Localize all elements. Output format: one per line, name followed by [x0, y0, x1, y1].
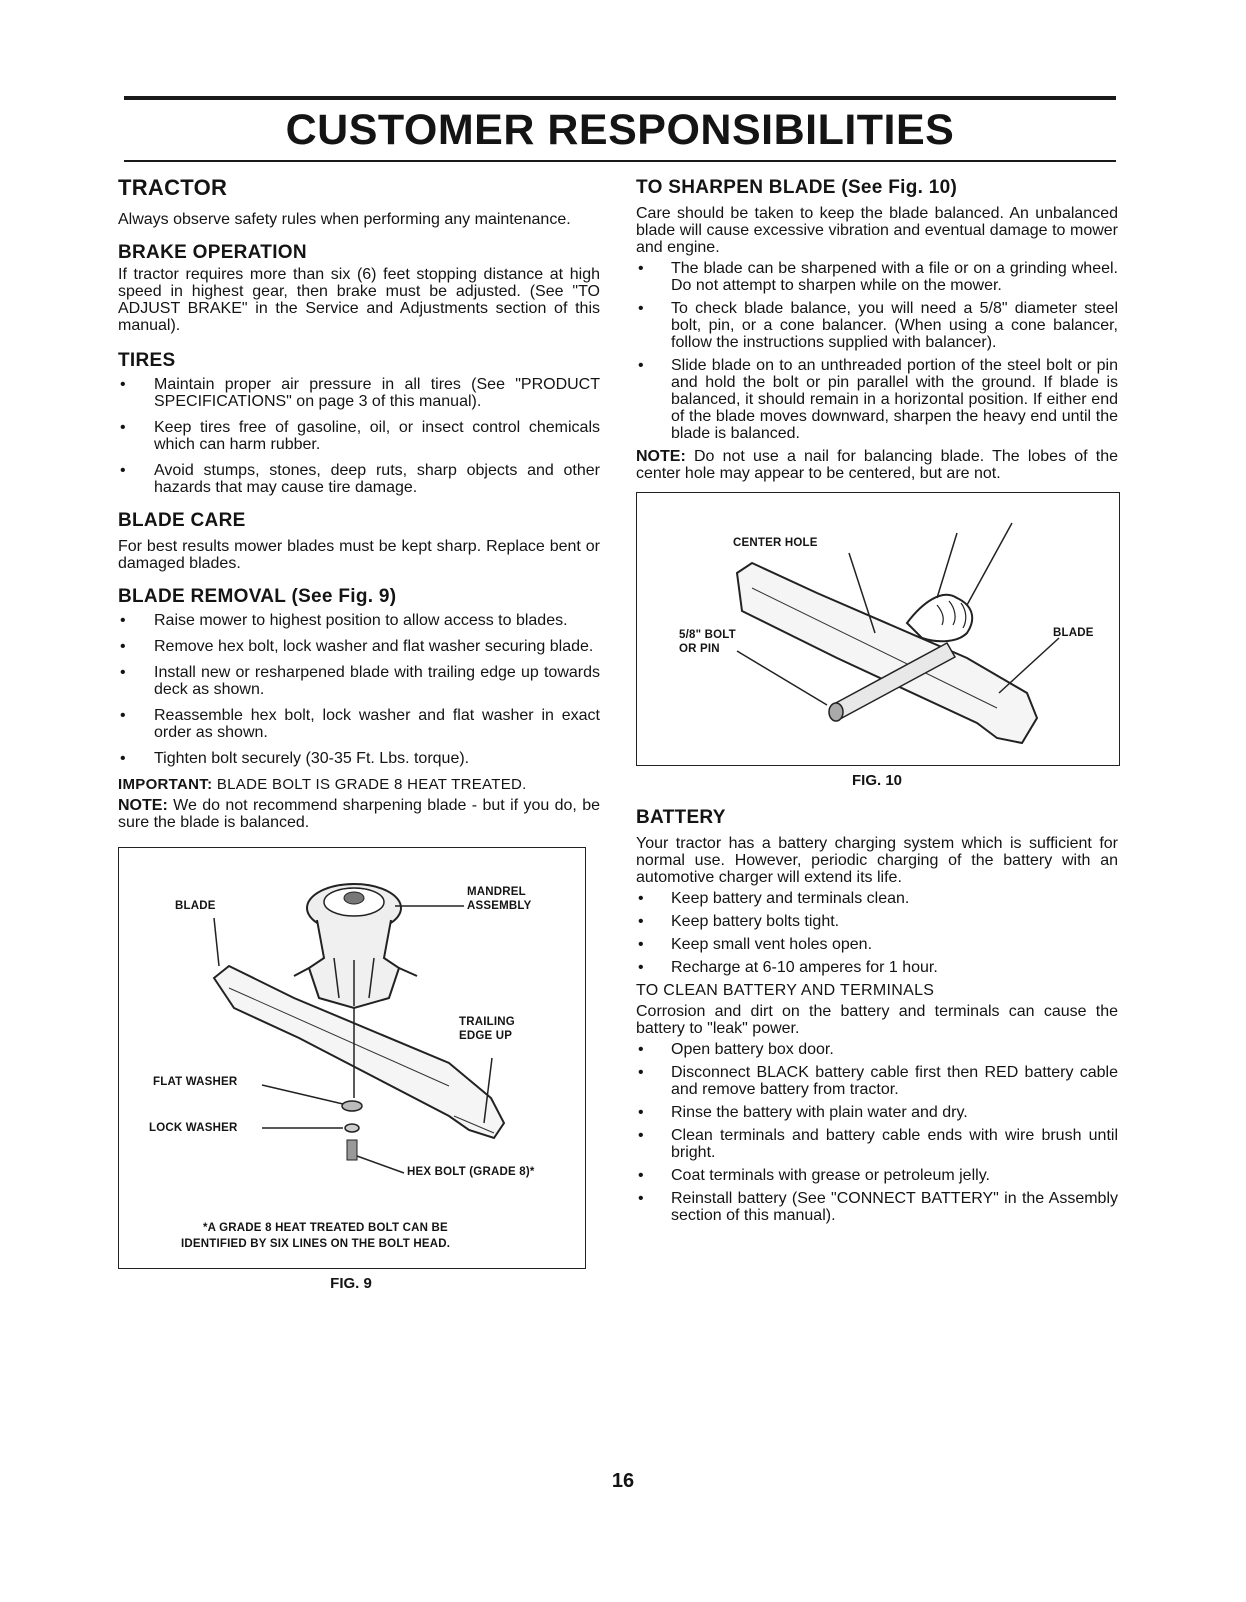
note-text: Do not use a nail for balancing blade. The lobes of the center hole may appear to be centered, but are not.: [636, 448, 1118, 482]
tires-heading: TIRES: [118, 350, 176, 371]
list-item: • Clean terminals and battery cable ends with wire brush until bright.: [636, 1127, 1118, 1161]
page-title: CUSTOMER RESPONSIBILITIES: [285, 106, 955, 154]
note-label: NOTE:: [636, 448, 686, 465]
fig9-label-mandrel: MANDREL: [467, 886, 526, 898]
tractor-text: Always observe safety rules when performing any maintenance.: [118, 211, 571, 228]
fig10-label-bolt: 5/8" BOLT: [679, 629, 736, 641]
important-label: IMPORTANT:: [118, 776, 213, 793]
list-item: • Raise mower to highest position to allow access to blades.: [118, 612, 600, 629]
important-text: BLADE BOLT IS GRADE 8 HEAT TREATED.: [216, 776, 527, 793]
list-item: • To check blade balance, you will need a 5/8" diameter steel bolt, pin, or a cone balancer. (When using a cone balancer, follow the instructions supplied with balancer).: [636, 300, 1118, 351]
page-number: 16: [611, 1470, 635, 1492]
top-rule: [124, 96, 1116, 100]
blade-care-heading: BLADE CARE: [118, 510, 246, 531]
clean-text: Corrosion and dirt on the battery and terminals can cause the battery to "leak" power.: [636, 1003, 1118, 1037]
fig10-label-or-pin: OR PIN: [679, 643, 720, 655]
fig9-figure: [118, 847, 586, 1269]
fig9-label-blade: BLADE: [175, 900, 216, 912]
blade-care-text: For best results mower blades must be kept sharp. Replace bent or damaged blades.: [118, 538, 600, 572]
list-item: • Keep small vent holes open.: [636, 936, 1118, 953]
list-item: • Recharge at 6-10 amperes for 1 hour.: [636, 959, 1118, 976]
battery-list: [636, 890, 1118, 976]
fig10-caption: FIG. 10: [851, 772, 903, 789]
fig9-caption: FIG. 9: [330, 1275, 372, 1292]
list-item: • Avoid stumps, stones, deep ruts, sharp objects and other hazards that may cause tire damage.: [118, 462, 600, 496]
sharpen-list: [636, 260, 1118, 442]
balance-note: [636, 448, 1118, 482]
blade-removal-list: [118, 612, 600, 767]
fig9-label-hex-bolt: HEX BOLT (GRADE 8)*: [407, 1166, 535, 1178]
list-item: • The blade can be sharpened with a file or on a grinding wheel. Do not attempt to sharpen while on the mower.: [636, 260, 1118, 294]
fig9-label-trailing: TRAILING: [459, 1016, 515, 1028]
important-note: [118, 776, 600, 793]
clean-battery-subheading: TO CLEAN BATTERY AND TERMINALS: [636, 982, 935, 999]
battery-text: Your tractor has a battery charging system which is sufficient for normal use. However, periodic charging of the battery with an automotive charger will extend its life.: [636, 835, 1118, 886]
list-item: • Rinse the battery with plain water and dry.: [636, 1104, 1118, 1121]
sharpen-note: [118, 797, 600, 831]
fig10-label-blade: BLADE: [1053, 627, 1094, 639]
fig9-footnote-2: IDENTIFIED BY SIX LINES ON THE BOLT HEAD.: [181, 1238, 451, 1250]
list-item: • Keep battery bolts tight.: [636, 913, 1118, 930]
list-item: • Coat terminals with grease or petroleum jelly.: [636, 1167, 1118, 1184]
list-item: • Maintain proper air pressure in all tires (See "PRODUCT SPECIFICATIONS" on page 3 of this manual).: [118, 376, 600, 410]
brake-heading: BRAKE OPERATION: [118, 242, 307, 263]
brake-text: If tractor requires more than six (6) feet stopping distance at high speed in highest gear, then brake must be adjusted. (See "TO ADJUST BRAKE" in the Service and Adjustments section of this manual).: [118, 266, 600, 334]
battery-heading: BATTERY: [636, 807, 726, 828]
fig9-footnote-1: *A GRADE 8 HEAT TREATED BOLT CAN BE: [203, 1222, 448, 1234]
list-item: • Open battery box door.: [636, 1041, 1118, 1058]
note-label: NOTE:: [118, 797, 168, 814]
list-item: • Slide blade on to an unthreaded portion of the steel bolt or pin and hold the bolt or pin parallel with the ground. If blade is balanced, it should remain in a horizontal position. If either end of the blade moves downward, sharpen the heavy end until the blade is balanced.: [636, 357, 1118, 442]
fig9-label-assembly: ASSEMBLY: [467, 900, 532, 912]
fig10-label-center-hole: CENTER HOLE: [733, 537, 818, 549]
tractor-heading: TRACTOR: [118, 175, 228, 200]
list-item: • Keep battery and terminals clean.: [636, 890, 1118, 907]
fig9-label-lock-washer: LOCK WASHER: [149, 1122, 238, 1134]
tires-list: [118, 376, 600, 496]
list-item: • Remove hex bolt, lock washer and flat washer securing blade.: [118, 638, 600, 655]
left-column: [118, 175, 600, 1292]
right-column: [636, 175, 1118, 1230]
fig9-label-flat-washer: FLAT WASHER: [153, 1076, 238, 1088]
list-item: • Disconnect BLACK battery cable first then RED battery cable and remove battery from tractor.: [636, 1064, 1118, 1098]
list-item: • Install new or resharpened blade with trailing edge up towards deck as shown.: [118, 664, 600, 698]
list-item: • Reassemble hex bolt, lock washer and flat washer in exact order as shown.: [118, 707, 600, 741]
clean-battery-list: [636, 1041, 1118, 1224]
blade-removal-heading: BLADE REMOVAL (See Fig. 9): [118, 586, 397, 607]
note-text: We do not recommend sharpening blade - but if you do, be sure the blade is balanced.: [118, 797, 600, 831]
sharpen-text: Care should be taken to keep the blade balanced. An unbalanced blade will cause excessive vibration and eventual damage to mower and engine.: [636, 205, 1118, 256]
title-rule: [124, 160, 1116, 162]
list-item: • Keep tires free of gasoline, oil, or insect control chemicals which can harm rubber.: [118, 419, 600, 453]
fig10-figure: [636, 492, 1120, 766]
list-item: • Tighten bolt securely (30-35 Ft. Lbs. torque).: [118, 750, 600, 767]
sharpen-heading: TO SHARPEN BLADE (See Fig. 10): [636, 177, 958, 198]
fig9-label-edge-up: EDGE UP: [459, 1030, 513, 1042]
list-item: • Reinstall battery (See "CONNECT BATTERY" in the Assembly section of this manual).: [636, 1190, 1118, 1224]
